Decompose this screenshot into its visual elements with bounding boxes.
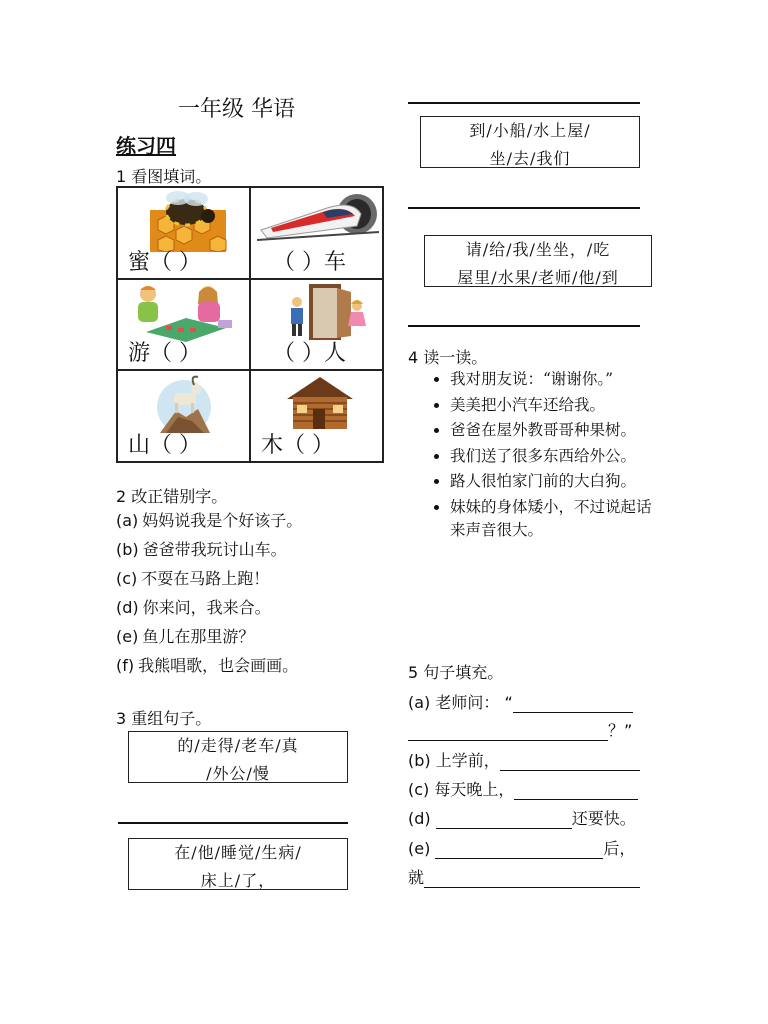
correction-list: [116, 506, 302, 680]
list-item: • 妹妹的身体矮小，不过说起话来声音很大。: [450, 496, 660, 543]
word-box: 请/给/我/坐坐，/吃 屋里/水果/老师/他/到: [424, 235, 652, 287]
picture-word-grid: [116, 186, 384, 463]
word-box: 在/他/睡觉/生病/ 床上/了，: [128, 838, 348, 890]
blank-line[interactable]: [500, 751, 640, 771]
fill-item-a-cont: ？”: [408, 718, 632, 741]
list-item: • 我对朋友说：“谢谢你。”: [450, 368, 660, 392]
section1-heading: 1 看图填词。: [116, 167, 212, 186]
fill-word: 游（ ）: [128, 341, 201, 367]
list-item: (e) 鱼儿在那里游？: [116, 627, 255, 646]
blank-line[interactable]: [514, 780, 638, 800]
wooden-house-icon: [285, 375, 355, 431]
list-item: • 路人很怕家门前的大白狗。: [450, 470, 660, 494]
blank-line[interactable]: [424, 868, 640, 888]
fill-item-b: (b) 上学前，: [408, 748, 640, 771]
blank-line[interactable]: [435, 839, 603, 859]
answer-line: [408, 325, 640, 327]
list-item: • 美美把小汽车还给我。: [450, 394, 660, 418]
grid-cell: [250, 279, 383, 371]
word-box: 到/小船/水上屋/ 坐/去/我们: [420, 116, 640, 168]
reading-list: [430, 368, 660, 545]
fill-item-c: (c) 每天晚上，: [408, 777, 638, 800]
grid-cell: [117, 370, 250, 462]
fill-item-e-cont: 就: [408, 865, 640, 888]
answer-line: [118, 822, 348, 824]
blank-line[interactable]: [436, 809, 572, 829]
blank-line[interactable]: [513, 693, 633, 713]
list-item: (a) 妈妈说我是个好该子。: [116, 511, 303, 530]
list-item: • 我们送了很多东西给外公。: [450, 445, 660, 469]
grid-cell: [250, 370, 383, 462]
fill-word: （ ）车: [273, 249, 346, 275]
fill-item-d: (d) 还要快。: [408, 809, 636, 828]
answer-line: [408, 102, 640, 104]
grid-cell: [117, 187, 250, 279]
list-item: • 爸爸在屋外教哥哥种果树。: [450, 419, 660, 443]
fill-word: 山（ ）: [128, 432, 201, 458]
exercise-subtitle: 练习四: [116, 134, 176, 158]
list-item: (d) 你来问，我来合。: [116, 598, 271, 617]
section3-heading: 3 重组句子。: [116, 709, 212, 728]
door-guest-icon: [281, 280, 371, 344]
mountain-goat-icon: [152, 371, 216, 435]
list-item: (f) 我熊唱歌，也会画画。: [116, 656, 299, 675]
list-item: (c) 不耍在马路上跑！: [116, 569, 270, 588]
train-icon: [257, 192, 379, 242]
fill-word: 木（ ）: [261, 432, 334, 458]
fill-item-e: (e) 后，: [408, 839, 636, 858]
section2-heading: 2 改正错别字。: [116, 487, 228, 506]
worksheet-title: 一年级 华语: [178, 97, 295, 122]
honey-bee-icon: [148, 190, 228, 252]
fill-word: （ ）人: [273, 341, 346, 367]
fill-word: 蜜（ ）: [128, 249, 201, 275]
section5-heading: 5 句子填充。: [408, 663, 504, 682]
children-playing-icon: [126, 282, 236, 342]
word-box: 的/走得/老车/真 /外公/慢: [128, 731, 348, 783]
grid-cell: [250, 187, 383, 279]
blank-line[interactable]: [408, 721, 608, 741]
list-item: (b) 爸爸带我玩讨山车。: [116, 540, 287, 559]
grid-cell: [117, 279, 250, 371]
fill-item-a: (a) 老师问： “: [408, 690, 633, 713]
answer-line: [408, 207, 640, 209]
section4-heading: 4 读一读。: [408, 348, 488, 367]
